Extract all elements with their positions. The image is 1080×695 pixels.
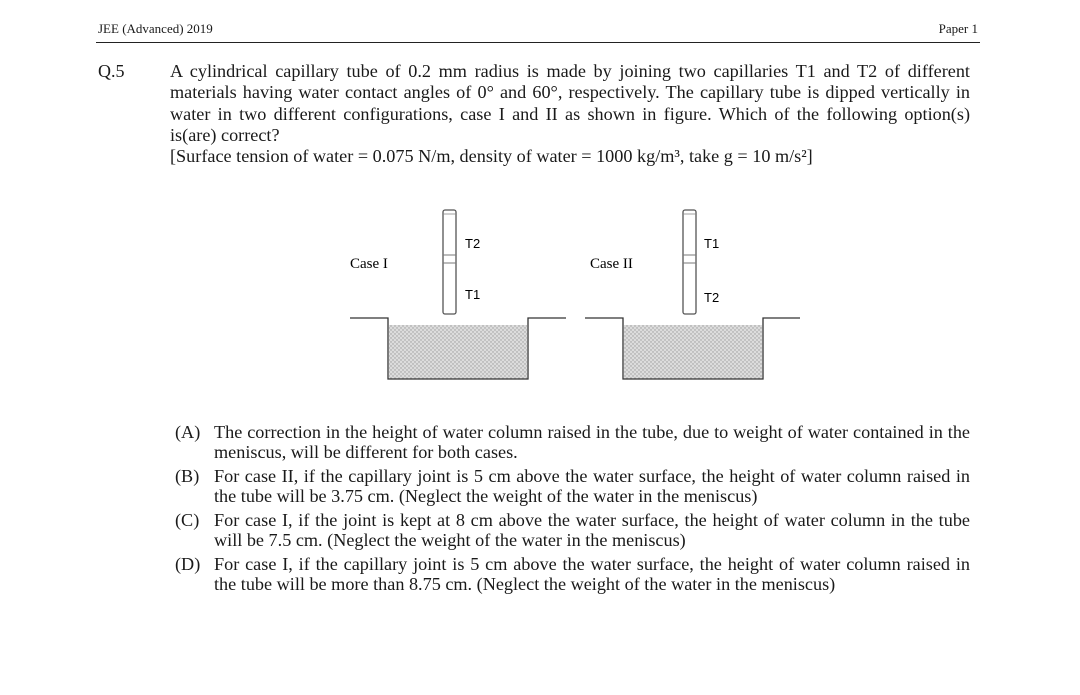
case-1-bottom-tube-label: T1 — [465, 287, 481, 302]
option-a-text: The correction in the height of water column raised in the tube, due to weight of water contained in the meniscus, will be different for both cases. — [214, 422, 970, 462]
case-2-top-tube-label: T1 — [704, 236, 720, 251]
option-a[interactable] — [175, 422, 970, 462]
option-d-label: (D) — [175, 554, 201, 574]
option-b[interactable] — [175, 466, 970, 506]
header-divider — [96, 42, 980, 43]
capillary-figure — [330, 205, 810, 385]
case-1-capillary — [443, 210, 456, 314]
answer-options — [175, 422, 970, 598]
given-constants: [Surface tension of water = 0.075 N/m, density of water = 1000 kg/m³, take g = 10 m/s²] — [170, 146, 813, 167]
option-b-label: (B) — [175, 466, 200, 486]
case-1-top-tube-label: T2 — [465, 236, 481, 251]
case-2-label: Case II — [590, 256, 633, 272]
case-2-water-container — [585, 318, 800, 379]
option-d-text: For case I, if the capillary joint is 5 cm above the water surface, the height of water column raised in the tube will be more than 8.75 cm. (Neglect the weight of the water in the meniscus) — [214, 554, 970, 594]
capillary-diagram — [330, 205, 810, 385]
exam-header-title: JEE (Advanced) 2019 — [98, 21, 213, 36]
case-2-capillary — [683, 210, 696, 314]
option-c-text: For case I, if the joint is kept at 8 cm above the water surface, the height of water column in the tube will be 7.5 cm. (Neglect the weight of the water in the meniscus) — [214, 510, 970, 550]
question-text: A cylindrical capillary tube of 0.2 mm radius is made by joining two capillaries T1 and T2 of different materials having water contact angles of 0° and 60°, respectively. The capillary tube is dipped vertically in water in two different configurations, case I and II as shown in figure. Which of the following option(s) is(are) correct? — [170, 61, 970, 145]
option-b-text: For case II, if the capillary joint is 5 cm above the water surface, the height of water column raised in the tube will be 3.75 cm. (Neglect the weight of the water in the meniscus) — [214, 466, 970, 506]
paper-label: Paper 1 — [938, 21, 978, 36]
question-number: Q.5 — [98, 61, 125, 81]
question-body — [170, 61, 970, 167]
case-1-water-container — [350, 318, 566, 379]
case-1-label: Case I — [350, 256, 388, 272]
option-d[interactable] — [175, 554, 970, 594]
option-a-label: (A) — [175, 422, 201, 442]
option-c[interactable] — [175, 510, 970, 550]
option-c-label: (C) — [175, 510, 200, 530]
case-2-bottom-tube-label: T2 — [704, 290, 720, 305]
